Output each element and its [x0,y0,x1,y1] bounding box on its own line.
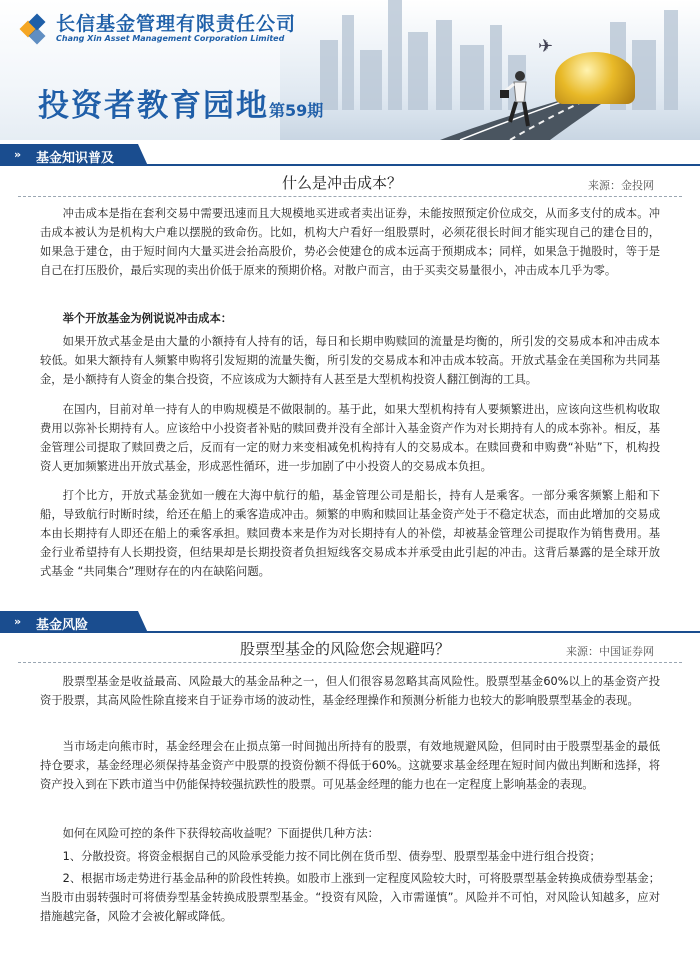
paragraph-heading: 举个开放基金为例说说冲击成本： [62,312,233,325]
issue-number: 第59期 [269,101,324,120]
road-graphic [280,0,700,140]
paragraph: 在国内，目前对单一持有人的申购规模是不做限制的。基于此，如果大型机构持有人要频繁进出，应该向这些机构收取费用以弥补长期持有人。应该给中小投资者补贴的赎回费并没有全部计入基金资产作为对长期持有人的成本弥补。相反，基金管理公司提取了赎回费之后，反而有一定的财力来变相减免机构持有人的交易成本。在赎回费和申购费“补贴”下，机构投资人更加频繁进出开放式基金，形成恶性循环，进一步加剧了中小投资人的交易成本负担。 [40,403,660,473]
paragraph: 当市场走向熊市时，基金经理会在止损点第一时间抛出所持有的股票，有效地规避风险，但同时由于股票型基金的最低持仓要求，基金经理必须保持基金资产中股票的投资份额不得低于60%。这就要求基金经理在短时间内做出判断和选择，将资产投入到在下跌市道当中仍能保持较强抗跌性的股票。可见基金经理的能力也在一定程度上影响基金的表现。 [40,740,660,791]
section-label: 基金知识普及 [36,151,115,166]
company-name-en: Chang Xin Asset Management Corporation Limited [56,34,285,43]
page-title [38,80,323,125]
section-label: 基金风险 [36,618,89,633]
double-chevron-icon: » [14,615,22,628]
running-businessman-image [500,70,534,130]
section-header-fund-risk [0,611,700,633]
article-source: 来源：中国证券网 [566,645,654,658]
paragraph: 打个比方，开放式基金犹如一艘在大海中航行的船，基金管理公司是船长，持有人是乘客。一部分乘客频繁上船和下船，导致航行时断时续，给还在船上的乘客造成冲击。频繁的申购和赎回让基金资产处于不稳定状态，而由此增加的交易成本由长期持有人即还在船上的乘客承担。赎回费本来是作为对长期持有人的补偿，却被基金管理公司提取作为销售费用。基金行业希望持有人长期投资，但结果却是长期投资者负担短线客交易成本并承受由此引起的冲击。这背后暴露的是全球开放式基金 “共同集合”理财存在的内在缺陷问题。 [40,489,660,578]
section-header-fund-knowledge [0,144,700,166]
paragraph: 如果开放式基金是由大量的小额持有人持有的话，每日和长期申购赎回的流量是均衡的，所引发的交易成本和冲击成本较低。如果大额持有人频繁申购将引发短期的流量失衡，所引发的交易成本和冲击成本较高。开放式基金在美国称为共同基金，是小额持有人资金的集合投资，不应该成为大额持有人甚至是大型机构投资人翻江倒海的工具。 [40,335,660,386]
header-banner [0,0,700,140]
golden-globe-image [555,52,635,104]
paragraph: 如何在风险可控的条件下获得较高收益呢？下面提供几种方法： [62,827,379,840]
paragraph: 股票型基金是收益最高、风险最大的基金品种之一，但人们很容易忽略其高风险性。股票型基金60%以上的基金资产投资于股票，其高风险性除直接来自于证券市场的波动性，基金经理操作和预测分析能力也较大的影响股票型基金的表现。 [40,675,660,707]
company-logo [20,14,296,44]
divider [18,662,682,663]
paragraph: 2、根据市场走势进行基金品种的阶段性转换。如股市上涨到一定程度风险较大时，可将股票型基金转换成债券型基金；当股市由弱转强时可将债券型基金转换成股票型基金。“投资有风险，入市需谨慎”。风险并不可怕，对风险认知越多，应对措施越完备，风险才会被化解或降低。 [40,872,660,923]
paragraph: 1、分散投资。将资金根据自己的风险承受能力按不同比例在货币型、债券型、股票型基金中进行组合投资； [62,850,601,863]
company-name-cn: 长信基金管理有限责任公司 [56,13,297,35]
article-source: 来源：金投网 [588,179,654,192]
page-title-text: 投资者教育园地 [38,88,269,124]
logo-mark-icon [20,14,52,44]
article-title: 股票型基金的风险您会规避吗？ [240,640,451,658]
double-chevron-icon: » [14,148,22,161]
article-title: 什么是冲击成本？ [282,174,403,192]
paragraph: 冲击成本是指在套利交易中需要迅速而且大规模地买进或者卖出证券，未能按照预定价位成交，从而多支付的成本。冲击成本被认为是机构大户难以摆脱的致命伤。比如，机构大户看好一组股票时，必须花很长时间才能实现自己的建仓目的，如果急于建仓，由于短时间内大量买进会抬高股价，势必会使建仓的成本远高于预期成本；同样，如果急于抛股时，等于是自己在打压股价，最后实现的卖出价低于原来的预期价格。对散户而言，由于买卖交易量很小，冲击成本几乎为零。 [40,207,660,277]
divider [18,196,682,197]
city-skyline-image [280,0,700,140]
airplane-icon: ✈ [538,36,554,57]
